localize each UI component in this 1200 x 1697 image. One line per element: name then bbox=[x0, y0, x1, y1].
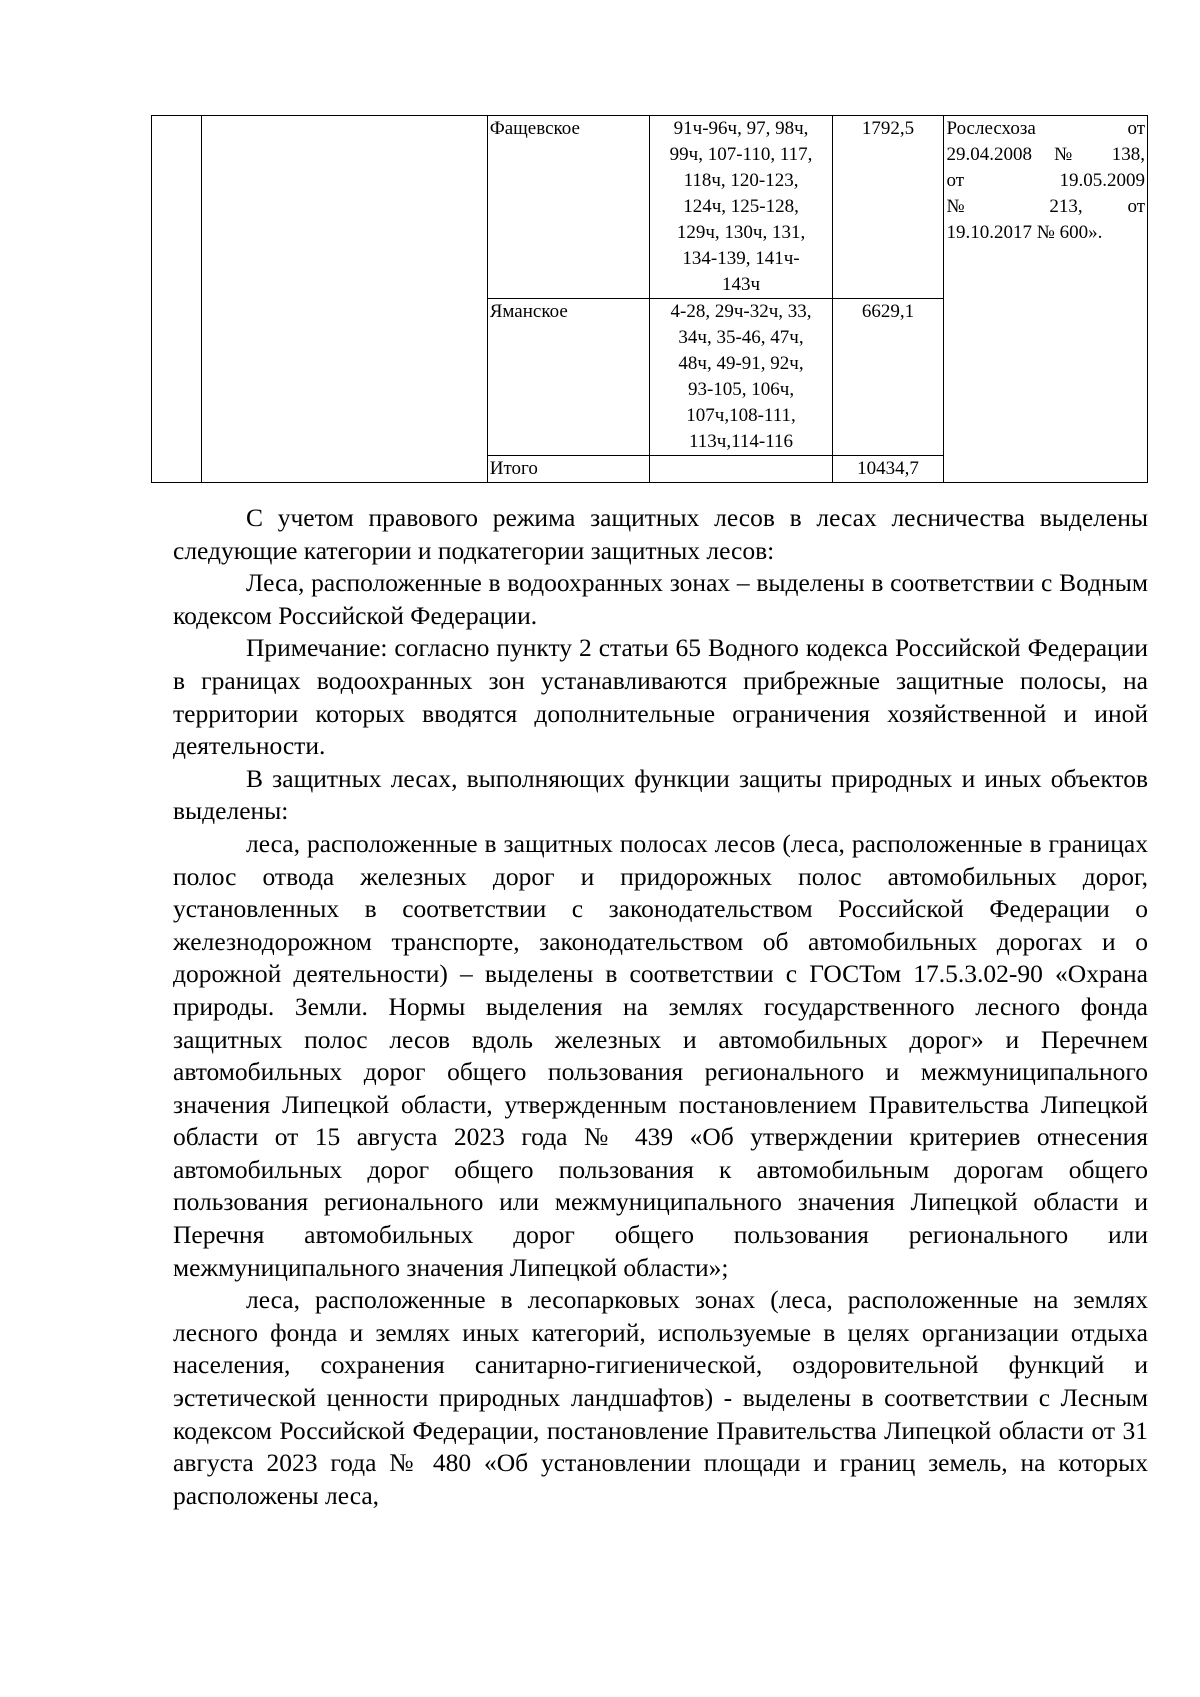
cell-area: 6629,1 bbox=[832, 299, 944, 456]
cell-part-total: Итого bbox=[487, 456, 650, 483]
quarters-line: 48ч, 49-91, 92ч, bbox=[678, 353, 804, 374]
cell-documents bbox=[944, 116, 1148, 483]
paragraph: Примечание: согласно пункту 2 статьи 65 Водного кодекса Российской Федерации в границах водоохранных зон устанавливаются прибрежные защитные полосы, на территории которых вводятся дополнительные ограничения хозяйственной и иной деятельности. bbox=[173, 633, 1148, 761]
documents-line: 29.04.2008 № 138, bbox=[946, 144, 1145, 165]
cell-area-total: 10434,7 bbox=[832, 456, 944, 483]
documents-line: Рослесхоза от bbox=[946, 118, 1145, 139]
quarters-line: 34ч, 35-46, 47ч, bbox=[678, 327, 804, 348]
cell-number bbox=[152, 116, 202, 483]
quarters-line: 124ч, 125-128, bbox=[683, 196, 799, 217]
documents-line: от 19.05.2009 bbox=[946, 170, 1145, 191]
cell-quarters bbox=[650, 456, 832, 483]
body-text bbox=[173, 502, 1148, 1512]
documents-line: № 213, от bbox=[946, 196, 1145, 217]
documents-line: 19.10.2017 № 600». bbox=[946, 222, 1103, 243]
quarters-line: 99ч, 107-110, 117, bbox=[669, 144, 813, 165]
paragraph: леса, расположенные в лесопарковых зонах (леса, расположенные на землях лесного фонда и землях иных категорий, используемые в целях организации отдыха населения, сохранения санитарно-гигиенической, оздоровительной функций и эстетической ценности природных ландшафтов) - выделены в соответствии с Лесным кодексом Российской Федерации, постановление Правительства Липецкой области от 31 августа 2023 года № 480 «Об установлении площади и границ земель, на которых расположены леса, bbox=[173, 1285, 1148, 1510]
paragraph: С учетом правового режима защитных лесов в лесах лесничества выделены следующие категории и подкатегории защитных лесов: bbox=[173, 503, 1148, 565]
cell-area: 1792,5 bbox=[832, 116, 944, 299]
cell-part: Фащевское bbox=[487, 116, 650, 299]
paragraph: В защитных лесах, выполняющих функции защиты природных и иных объектов выделены: bbox=[173, 763, 1148, 826]
quarters-line: 118ч, 120-123, bbox=[683, 170, 799, 191]
cell-forestry bbox=[201, 116, 487, 483]
quarters-line: 93-105, 106ч, bbox=[687, 379, 795, 400]
quarters-line: 91ч-96ч, 97, 98ч, bbox=[673, 118, 809, 139]
quarters-line: 113ч,114-116 bbox=[689, 431, 794, 452]
quarters-line: 143ч bbox=[722, 274, 761, 295]
quarters-line: 4-28, 29ч-32ч, 33, bbox=[670, 301, 812, 322]
cell-quarters bbox=[650, 116, 832, 299]
paragraph: Леса, расположенные в водоохранных зонах – выделены в соответствии с Водным кодексом Российской Федерации. bbox=[173, 568, 1148, 630]
forest-parts-table bbox=[151, 115, 1148, 483]
quarters-line: 129ч, 130ч, 131, bbox=[676, 222, 806, 243]
cell-part: Яманское bbox=[487, 299, 650, 456]
quarters-line: 134-139, 141ч- bbox=[682, 248, 800, 269]
paragraph: леса, расположенные в защитных полосах лесов (леса, расположенные в границах полос отвода железных дорог и придорожных полос автомобильных дорог, установленных в соответствии с законодательством Российской Федерации о железнодорожном транспорте, законодательством об автомобильных дорогах и о дорожной деятельности) – выделены в соответствии с ГОСТом 17.5.3.02-90 «Охрана природы. Земли. Нормы выделения на землях государственного лесного фонда защитных полос лесов вдоль железных и автомобильных дорог» и Перечнем автомобильных дорог общего пользования регионального и межмуниципального значения Липецкой области, утвержденным постановлением Правительства Липецкой области от 15 августа 2023 года № 439 «Об утверждении критериев отнесения автомобильных дорог общего пользования к автомобильным дорогам общего пользования регионального или межмуниципального значения Липецкой области и Перечня автомобильных дорог общего пользования регионального или межмуниципального значения Липецкой области»; bbox=[173, 828, 1148, 1282]
quarters-line: 107ч,108-111, bbox=[686, 405, 796, 426]
table-row bbox=[152, 116, 1148, 299]
cell-quarters bbox=[650, 299, 832, 456]
